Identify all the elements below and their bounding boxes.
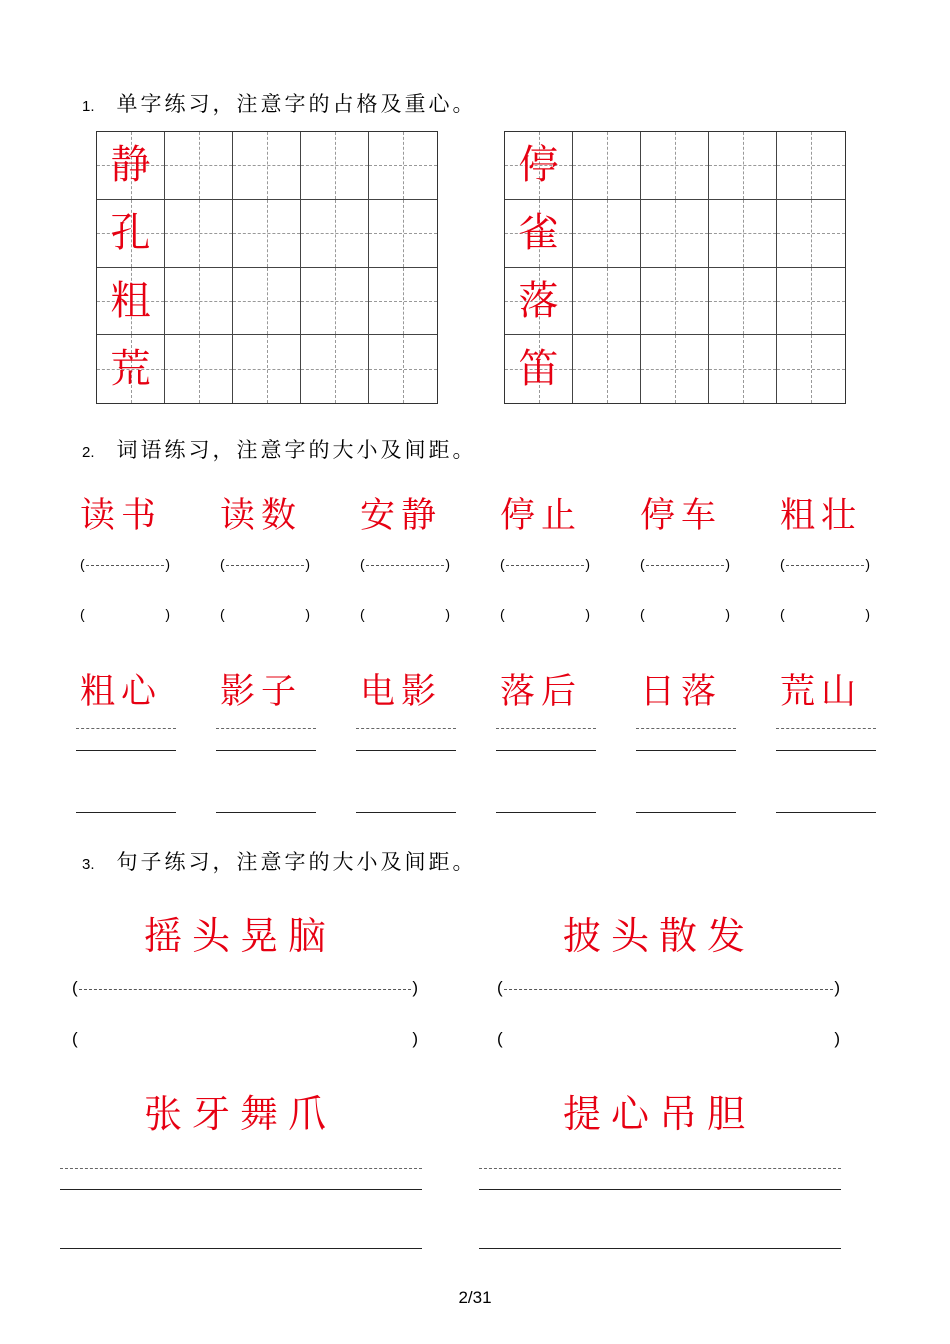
- grid-cell[interactable]: [573, 268, 641, 336]
- grid-cell[interactable]: [505, 268, 573, 336]
- writing-line[interactable]: [776, 812, 876, 813]
- dotted-guide: [786, 565, 864, 566]
- idiom-1-answer-parens-bottom[interactable]: [72, 1029, 418, 1051]
- answer-parens[interactable]: [500, 556, 590, 576]
- grid-guide-horizontal: [301, 369, 368, 370]
- grid-cell[interactable]: [301, 132, 369, 200]
- writing-line[interactable]: [356, 812, 456, 813]
- idiom-2: 披头散发: [563, 914, 756, 958]
- open-paren: (: [780, 606, 785, 622]
- writing-line[interactable]: [356, 750, 456, 751]
- answer-parens[interactable]: [360, 606, 450, 626]
- grid-guide-horizontal: [641, 301, 708, 302]
- section1-title: [82, 88, 477, 118]
- idiom-3: 张牙舞爪: [144, 1092, 337, 1136]
- close-paren: ): [305, 606, 310, 622]
- grid-cell[interactable]: [369, 132, 437, 200]
- open-paren: (: [780, 556, 785, 572]
- grid-guide-horizontal: [777, 165, 845, 166]
- open-paren: (: [80, 606, 85, 622]
- grid-guide-horizontal: [165, 301, 232, 302]
- model-character: 雀: [518, 210, 559, 257]
- grid-guide-horizontal: [301, 301, 368, 302]
- dotted-line: [496, 728, 596, 729]
- word-model: 粗心: [80, 672, 163, 712]
- grid-cell[interactable]: [709, 268, 777, 336]
- grid-cell[interactable]: [165, 132, 233, 200]
- grid-cell[interactable]: [97, 132, 165, 200]
- grid-guide-horizontal: [165, 165, 232, 166]
- idiom-2-answer-parens-top[interactable]: [497, 978, 840, 1000]
- idiom-3-writing-line-2[interactable]: [60, 1248, 422, 1249]
- grid-cell[interactable]: [97, 335, 165, 403]
- grid-cell[interactable]: [709, 200, 777, 268]
- idiom-4: 提心吊胆: [563, 1092, 756, 1136]
- word-model: 落后: [500, 672, 583, 712]
- writing-grid-left: [96, 131, 438, 404]
- answer-parens[interactable]: [640, 606, 730, 626]
- idiom-4-writing-line-1[interactable]: [479, 1189, 841, 1190]
- answer-parens[interactable]: [220, 606, 310, 626]
- grid-guide-horizontal: [165, 233, 232, 234]
- close-paren: ): [165, 556, 170, 572]
- grid-cell[interactable]: [369, 335, 437, 403]
- answer-parens[interactable]: [80, 606, 170, 626]
- section3-title: [82, 846, 477, 876]
- word-model: 粗壮: [780, 496, 863, 536]
- idiom-4-dotted-line: [479, 1168, 841, 1169]
- model-character: 荒: [110, 346, 151, 393]
- grid-cell[interactable]: [641, 132, 709, 200]
- grid-cell[interactable]: [709, 335, 777, 403]
- open-paren: (: [640, 556, 645, 572]
- answer-parens[interactable]: [500, 606, 590, 626]
- close-paren: ): [585, 556, 590, 572]
- grid-guide-horizontal: [573, 301, 640, 302]
- grid-guide-horizontal: [233, 165, 300, 166]
- model-character: 停: [518, 142, 559, 189]
- grid-guide-horizontal: [301, 233, 368, 234]
- model-character: 粗: [110, 277, 151, 324]
- section3-title-text: 句子练习，注意字的大小及间距。: [116, 850, 477, 874]
- answer-parens[interactable]: [220, 556, 310, 576]
- close-paren: ): [834, 1029, 840, 1048]
- idiom-3-writing-line-1[interactable]: [60, 1189, 422, 1190]
- idiom-4-writing-line-2[interactable]: [479, 1248, 841, 1249]
- dotted-line: [636, 728, 736, 729]
- word-model: 影子: [220, 672, 303, 712]
- section1-number: 1.: [82, 98, 95, 115]
- grid-guide-horizontal: [369, 369, 437, 370]
- idiom-1-answer-parens-top[interactable]: [72, 978, 418, 1000]
- writing-line[interactable]: [636, 750, 736, 751]
- grid-guide-horizontal: [709, 301, 776, 302]
- idiom-2-answer-parens-bottom[interactable]: [497, 1029, 840, 1051]
- section1-title-text: 单字练习，注意字的占格及重心。: [116, 92, 477, 116]
- close-paren: ): [412, 1029, 418, 1048]
- writing-line[interactable]: [76, 812, 176, 813]
- dotted-line: [76, 728, 176, 729]
- grid-guide-horizontal: [369, 301, 437, 302]
- dotted-guide: [86, 565, 164, 566]
- grid-guide-horizontal: [233, 369, 300, 370]
- page-number: 2/31: [458, 1288, 492, 1307]
- grid-cell[interactable]: [369, 200, 437, 268]
- open-paren: (: [640, 606, 645, 622]
- dotted-line: [356, 728, 456, 729]
- section2-title: [82, 434, 477, 464]
- answer-parens[interactable]: [80, 556, 170, 576]
- grid-guide-horizontal: [369, 165, 437, 166]
- grid-cell[interactable]: [777, 268, 845, 336]
- open-paren: (: [497, 1029, 503, 1048]
- writing-line[interactable]: [76, 750, 176, 751]
- grid-guide-horizontal: [641, 165, 708, 166]
- writing-line[interactable]: [216, 812, 316, 813]
- close-paren: ): [865, 556, 870, 572]
- close-paren: ): [585, 606, 590, 622]
- word-model: 电影: [360, 672, 443, 712]
- grid-cell[interactable]: [165, 268, 233, 336]
- grid-guide-horizontal: [233, 233, 300, 234]
- answer-parens[interactable]: [360, 556, 450, 576]
- close-paren: ): [445, 606, 450, 622]
- close-paren: ): [412, 978, 418, 997]
- grid-cell[interactable]: [233, 335, 301, 403]
- grid-guide-horizontal: [777, 369, 845, 370]
- grid-cell[interactable]: [573, 335, 641, 403]
- grid-cell[interactable]: [165, 200, 233, 268]
- dotted-guide: [226, 565, 304, 566]
- grid-cell[interactable]: [709, 132, 777, 200]
- grid-cell[interactable]: [505, 200, 573, 268]
- grid-cell[interactable]: [233, 268, 301, 336]
- open-paren: (: [360, 556, 365, 572]
- dotted-line: [216, 728, 316, 729]
- grid-cell[interactable]: [641, 200, 709, 268]
- grid-cell[interactable]: [301, 268, 369, 336]
- model-character: 落: [518, 277, 559, 324]
- model-character: 笛: [518, 346, 559, 393]
- writing-line[interactable]: [216, 750, 316, 751]
- open-paren: (: [500, 606, 505, 622]
- close-paren: ): [725, 606, 730, 622]
- grid-cell[interactable]: [97, 268, 165, 336]
- grid-cell[interactable]: [165, 335, 233, 403]
- close-paren: ): [305, 556, 310, 572]
- grid-cell[interactable]: [505, 335, 573, 403]
- idiom-1: 摇头晃脑: [144, 914, 337, 958]
- grid-cell[interactable]: [301, 335, 369, 403]
- grid-guide-horizontal: [165, 369, 232, 370]
- dotted-guide: [506, 565, 584, 566]
- answer-parens[interactable]: [780, 606, 870, 626]
- dotted-guide: [646, 565, 724, 566]
- answer-parens[interactable]: [640, 556, 730, 576]
- grid-guide-horizontal: [573, 165, 640, 166]
- grid-guide-horizontal: [709, 369, 776, 370]
- dotted-guide: [366, 565, 444, 566]
- grid-cell[interactable]: [641, 335, 709, 403]
- grid-guide-horizontal: [233, 301, 300, 302]
- grid-guide-horizontal: [301, 165, 368, 166]
- open-paren: (: [360, 606, 365, 622]
- grid-guide-horizontal: [777, 233, 845, 234]
- open-paren: (: [72, 1029, 78, 1048]
- dotted-line: [776, 728, 876, 729]
- grid-guide-horizontal: [709, 165, 776, 166]
- open-paren: (: [80, 556, 85, 572]
- grid-cell[interactable]: [301, 200, 369, 268]
- grid-guide-horizontal: [641, 233, 708, 234]
- open-paren: (: [497, 978, 503, 997]
- grid-cell[interactable]: [505, 132, 573, 200]
- grid-cell[interactable]: [777, 200, 845, 268]
- grid-cell[interactable]: [369, 268, 437, 336]
- open-paren: (: [220, 556, 225, 572]
- grid-guide-horizontal: [369, 233, 437, 234]
- close-paren: ): [834, 978, 840, 997]
- answer-parens[interactable]: [780, 556, 870, 576]
- writing-line[interactable]: [496, 750, 596, 751]
- writing-grid-right: [504, 131, 846, 404]
- close-paren: ): [725, 556, 730, 572]
- open-paren: (: [72, 978, 78, 997]
- grid-cell[interactable]: [777, 335, 845, 403]
- model-character: 静: [110, 142, 151, 189]
- grid-guide-horizontal: [573, 369, 640, 370]
- word-model: 荒山: [780, 672, 863, 712]
- close-paren: ): [865, 606, 870, 622]
- writing-line[interactable]: [776, 750, 876, 751]
- section2-number: 2.: [82, 444, 95, 461]
- model-character: 孔: [110, 210, 151, 257]
- grid-cell[interactable]: [97, 200, 165, 268]
- grid-cell[interactable]: [573, 200, 641, 268]
- word-model: 读书: [80, 496, 163, 536]
- section3-number: 3.: [82, 856, 95, 873]
- grid-cell[interactable]: [233, 132, 301, 200]
- dotted-guide: [79, 989, 411, 990]
- grid-cell[interactable]: [641, 268, 709, 336]
- idiom-3-dotted-line: [60, 1168, 422, 1169]
- close-paren: ): [445, 556, 450, 572]
- dotted-guide: [504, 989, 833, 990]
- word-model: 读数: [220, 496, 303, 536]
- writing-line[interactable]: [636, 812, 736, 813]
- writing-line[interactable]: [496, 812, 596, 813]
- grid-cell[interactable]: [233, 200, 301, 268]
- grid-guide-horizontal: [573, 233, 640, 234]
- grid-cell[interactable]: [777, 132, 845, 200]
- word-model: 日落: [640, 672, 723, 712]
- word-model: 停车: [640, 496, 723, 536]
- section2-title-text: 词语练习，注意字的大小及间距。: [116, 438, 477, 462]
- close-paren: ): [165, 606, 170, 622]
- grid-cell[interactable]: [573, 132, 641, 200]
- word-model: 停止: [500, 496, 583, 536]
- open-paren: (: [500, 556, 505, 572]
- open-paren: (: [220, 606, 225, 622]
- word-model: 安静: [360, 496, 443, 536]
- grid-guide-horizontal: [777, 301, 845, 302]
- grid-guide-horizontal: [641, 369, 708, 370]
- grid-guide-horizontal: [709, 233, 776, 234]
